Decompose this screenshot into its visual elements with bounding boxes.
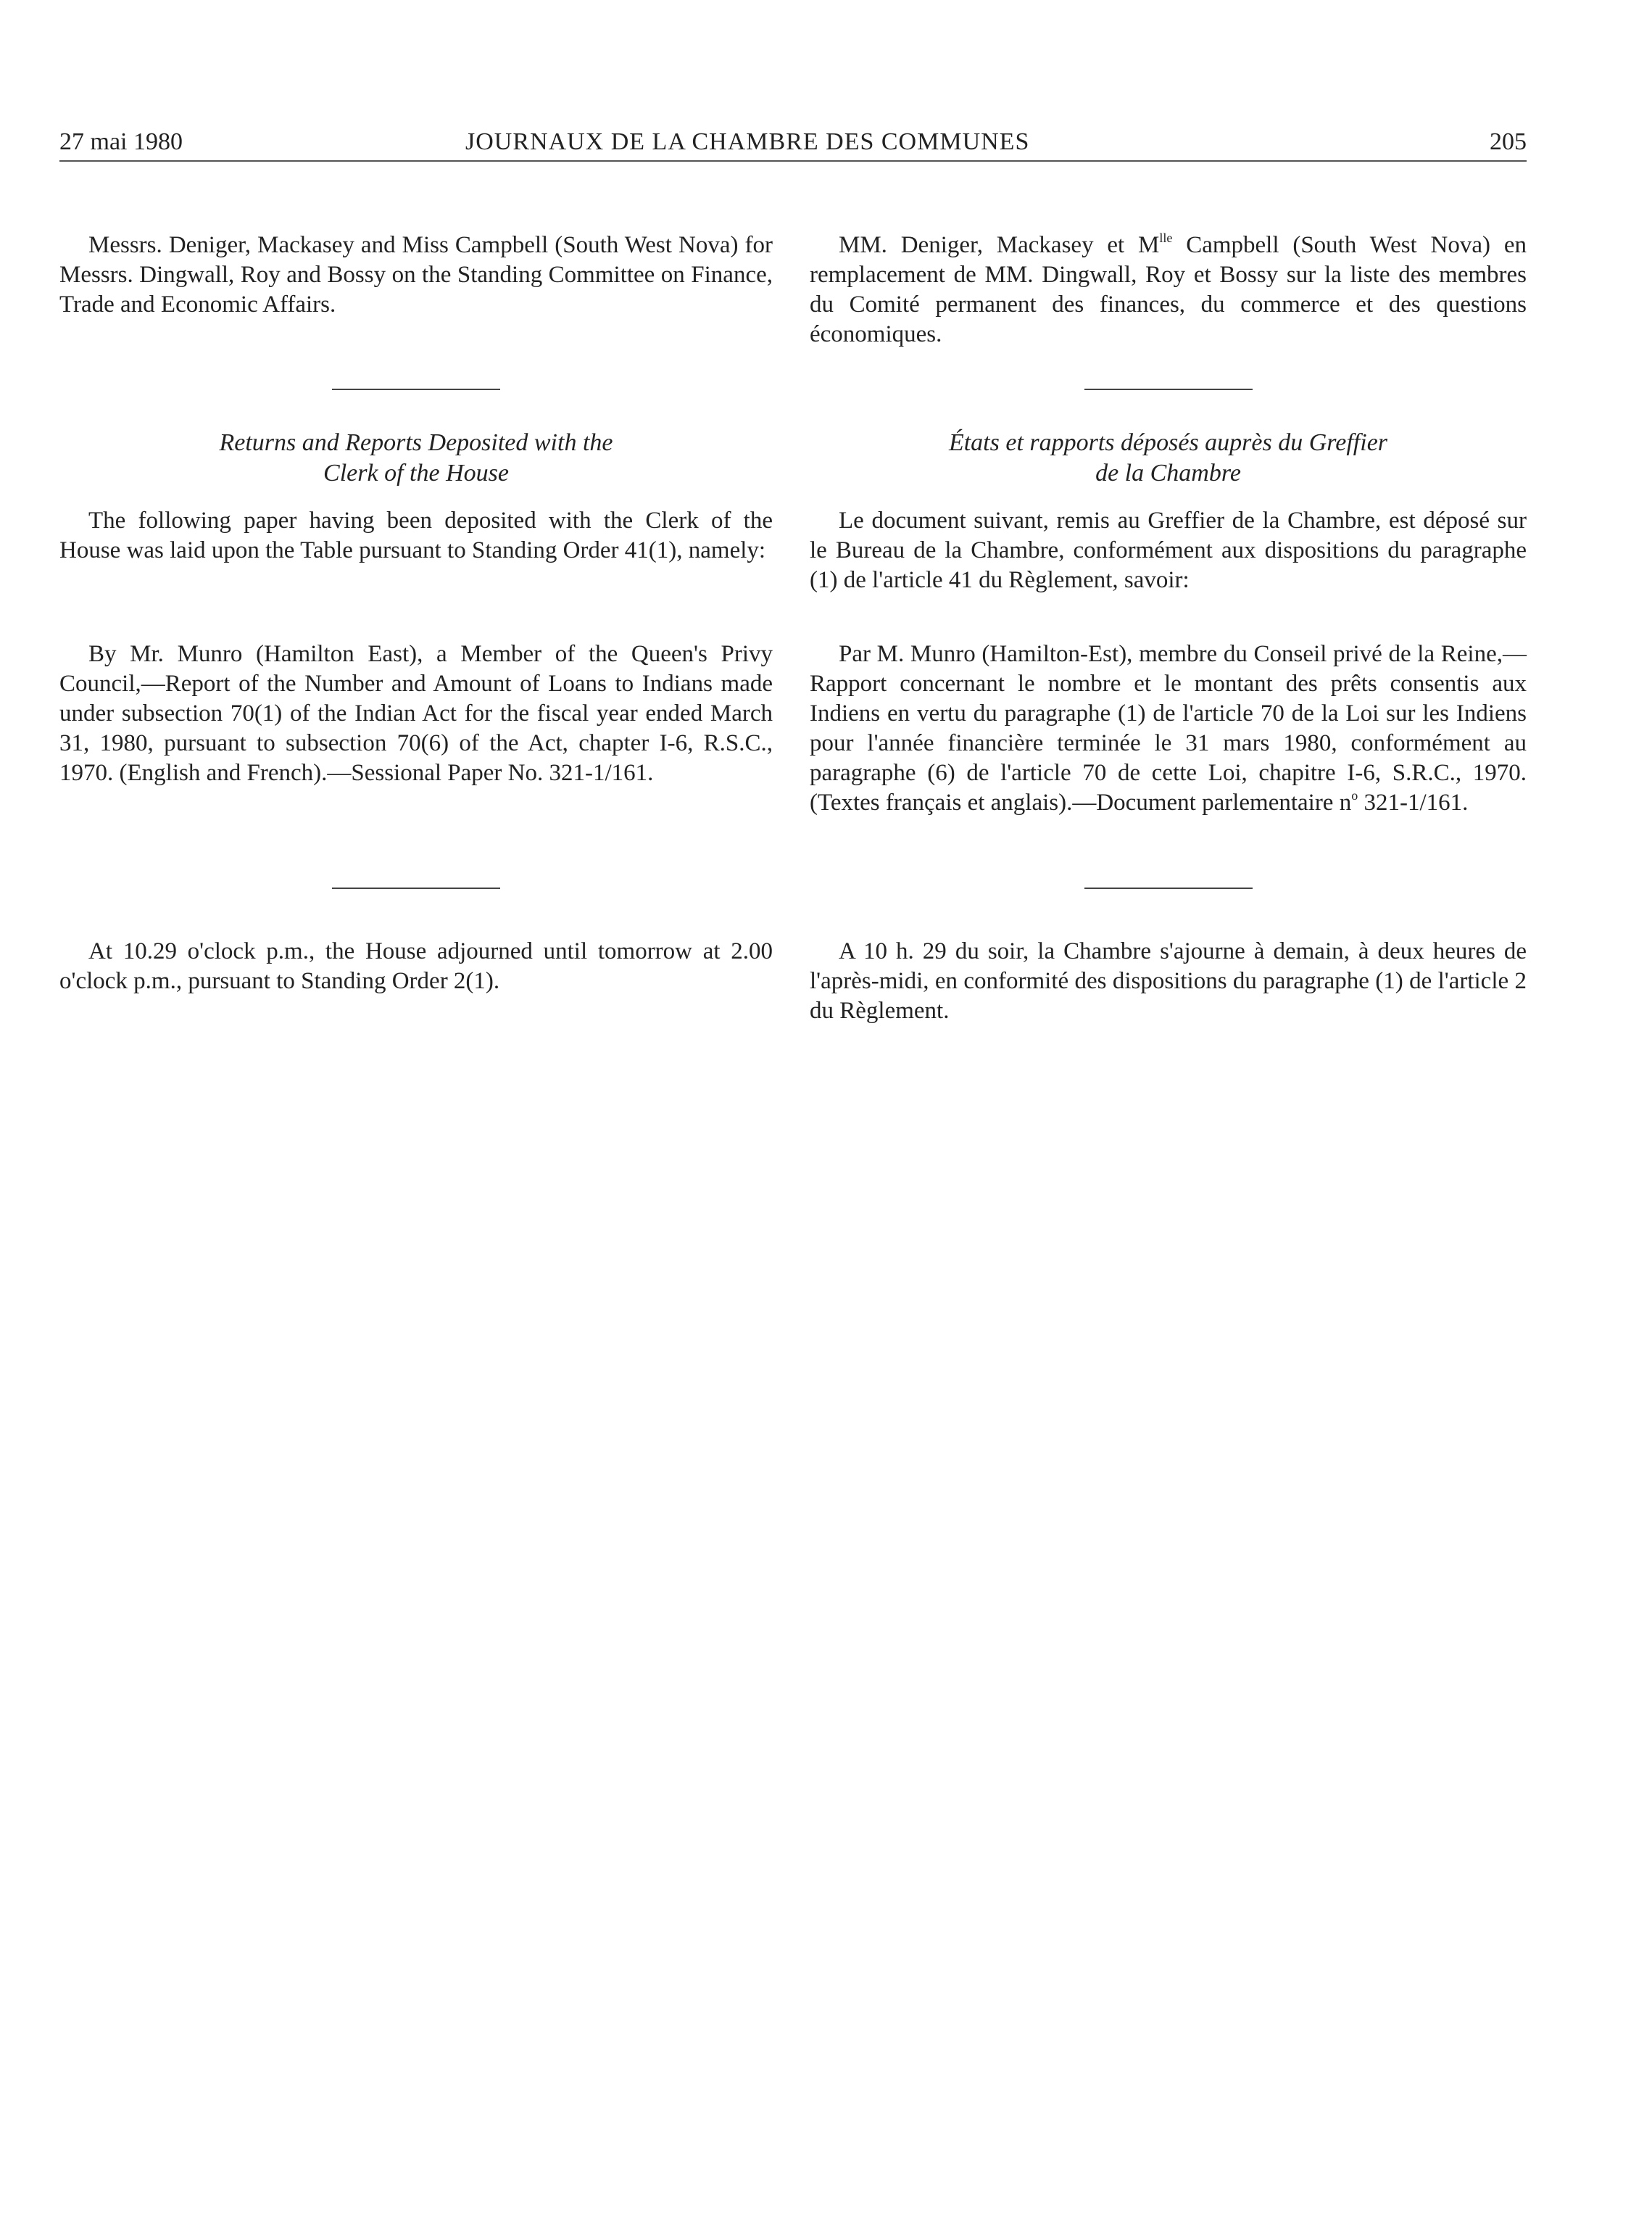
fr-adjournment-text: A 10 h. 29 du soir, la Chambre s'ajourne à demain, à deux heures de l'après-midi, en conformité des dispositions du paragraphe (1) de l'article 2 du Règlement. xyxy=(810,938,1527,1024)
fr-mademoiselle-superscript: lle xyxy=(1159,231,1173,245)
fr-committee-change-part-a: MM. Deniger, Mackasey et M xyxy=(839,232,1160,258)
fr-adjournment xyxy=(810,937,1527,1026)
fr-committee-change xyxy=(810,231,1527,349)
fr-returns-heading-line2: de la Chambre xyxy=(1095,460,1241,487)
en-separator-1 xyxy=(332,389,500,390)
en-returns-heading-line2: Clerk of the House xyxy=(323,460,509,487)
fr-returns-heading-line1: États et rapports déposés auprès du Greffier xyxy=(948,429,1388,456)
fr-committee-change-part-b: Campbell (South West Nova) en remplacement de MM. Dingwall, Roy et Bossy sur la liste des membres du Comité permanent des finances, du commerce et des questions économiques. xyxy=(810,232,1527,347)
en-returns-intro xyxy=(59,506,773,566)
en-committee-change xyxy=(59,231,773,320)
fr-committee-change-text xyxy=(810,231,1527,349)
en-committee-change-text: Messrs. Deniger, Mackasey and Miss Campbell (South West Nova) for Messrs. Dingwall, Roy and Bossy on the Standing Committee on Finance, Trade and Economic Affairs. xyxy=(59,232,773,318)
fr-returns-item-text xyxy=(810,640,1527,818)
en-returns-item-text: By Mr. Munro (Hamilton East), a Member of the Queen's Privy Council,—Report of the Number and Amount of Loans to Indians made under subsection 70(1) of the Indian Act for the fiscal year ended March 31, 1980, pursuant to subsection 70(6) of the Act, chapter I-6, R.S.C., 1970. (English and French).—Sessional Paper No. 321-1/161. xyxy=(59,641,773,786)
en-adjournment-text: At 10.29 o'clock p.m., the House adjourned until tomorrow at 2.00 o'clock p.m., pursuant to Standing Order 2(1). xyxy=(59,938,773,994)
fr-returns-intro xyxy=(810,506,1527,595)
fr-returns-item-part-b: 321-1/161. xyxy=(1358,790,1469,816)
header-page-number: 205 xyxy=(1490,128,1527,155)
en-returns-heading-line1: Returns and Reports Deposited with the xyxy=(219,429,613,456)
en-returns-item xyxy=(59,640,773,788)
fr-separator-2 xyxy=(1084,888,1253,889)
header-date: 27 mai 1980 xyxy=(59,128,183,155)
en-separator-2 xyxy=(332,888,500,889)
fr-numero-superscript: o xyxy=(1351,788,1358,803)
en-returns-intro-text: The following paper having been deposited with the Clerk of the House was laid upon the Table pursuant to Standing Order 41(1), namely: xyxy=(59,508,773,563)
header-journal-title: JOURNAUX DE LA CHAMBRE DES COMMUNES xyxy=(465,128,1030,155)
fr-returns-intro-text: Le document suivant, remis au Greffier de la Chambre, est déposé sur le Bureau de la Chambre, conformément aux dispositions du paragraphe (1) de l'article 41 du Règlement, savoir: xyxy=(810,508,1527,593)
fr-separator-1 xyxy=(1084,389,1253,390)
en-adjournment xyxy=(59,937,773,996)
fr-returns-item-part-a: Par M. Munro (Hamilton-Est), membre du Conseil privé de la Reine,—Rapport concernant le nombre et le montant des prêts consentis aux Indiens en vertu du paragraphe (1) de l'article 70 de la Loi sur les Indiens pour l'année financière terminée le 31 mars 1980, conformément au paragraphe (6) de l'article 70 de cette Loi, chapitre I-6, S.R.C., 1970. (Textes français et anglais).—Document parlementaire n xyxy=(810,641,1527,816)
fr-returns-item xyxy=(810,640,1527,818)
en-returns-heading xyxy=(59,428,773,489)
header-rule xyxy=(59,160,1527,162)
running-header xyxy=(59,125,1527,160)
fr-returns-heading xyxy=(810,428,1527,489)
